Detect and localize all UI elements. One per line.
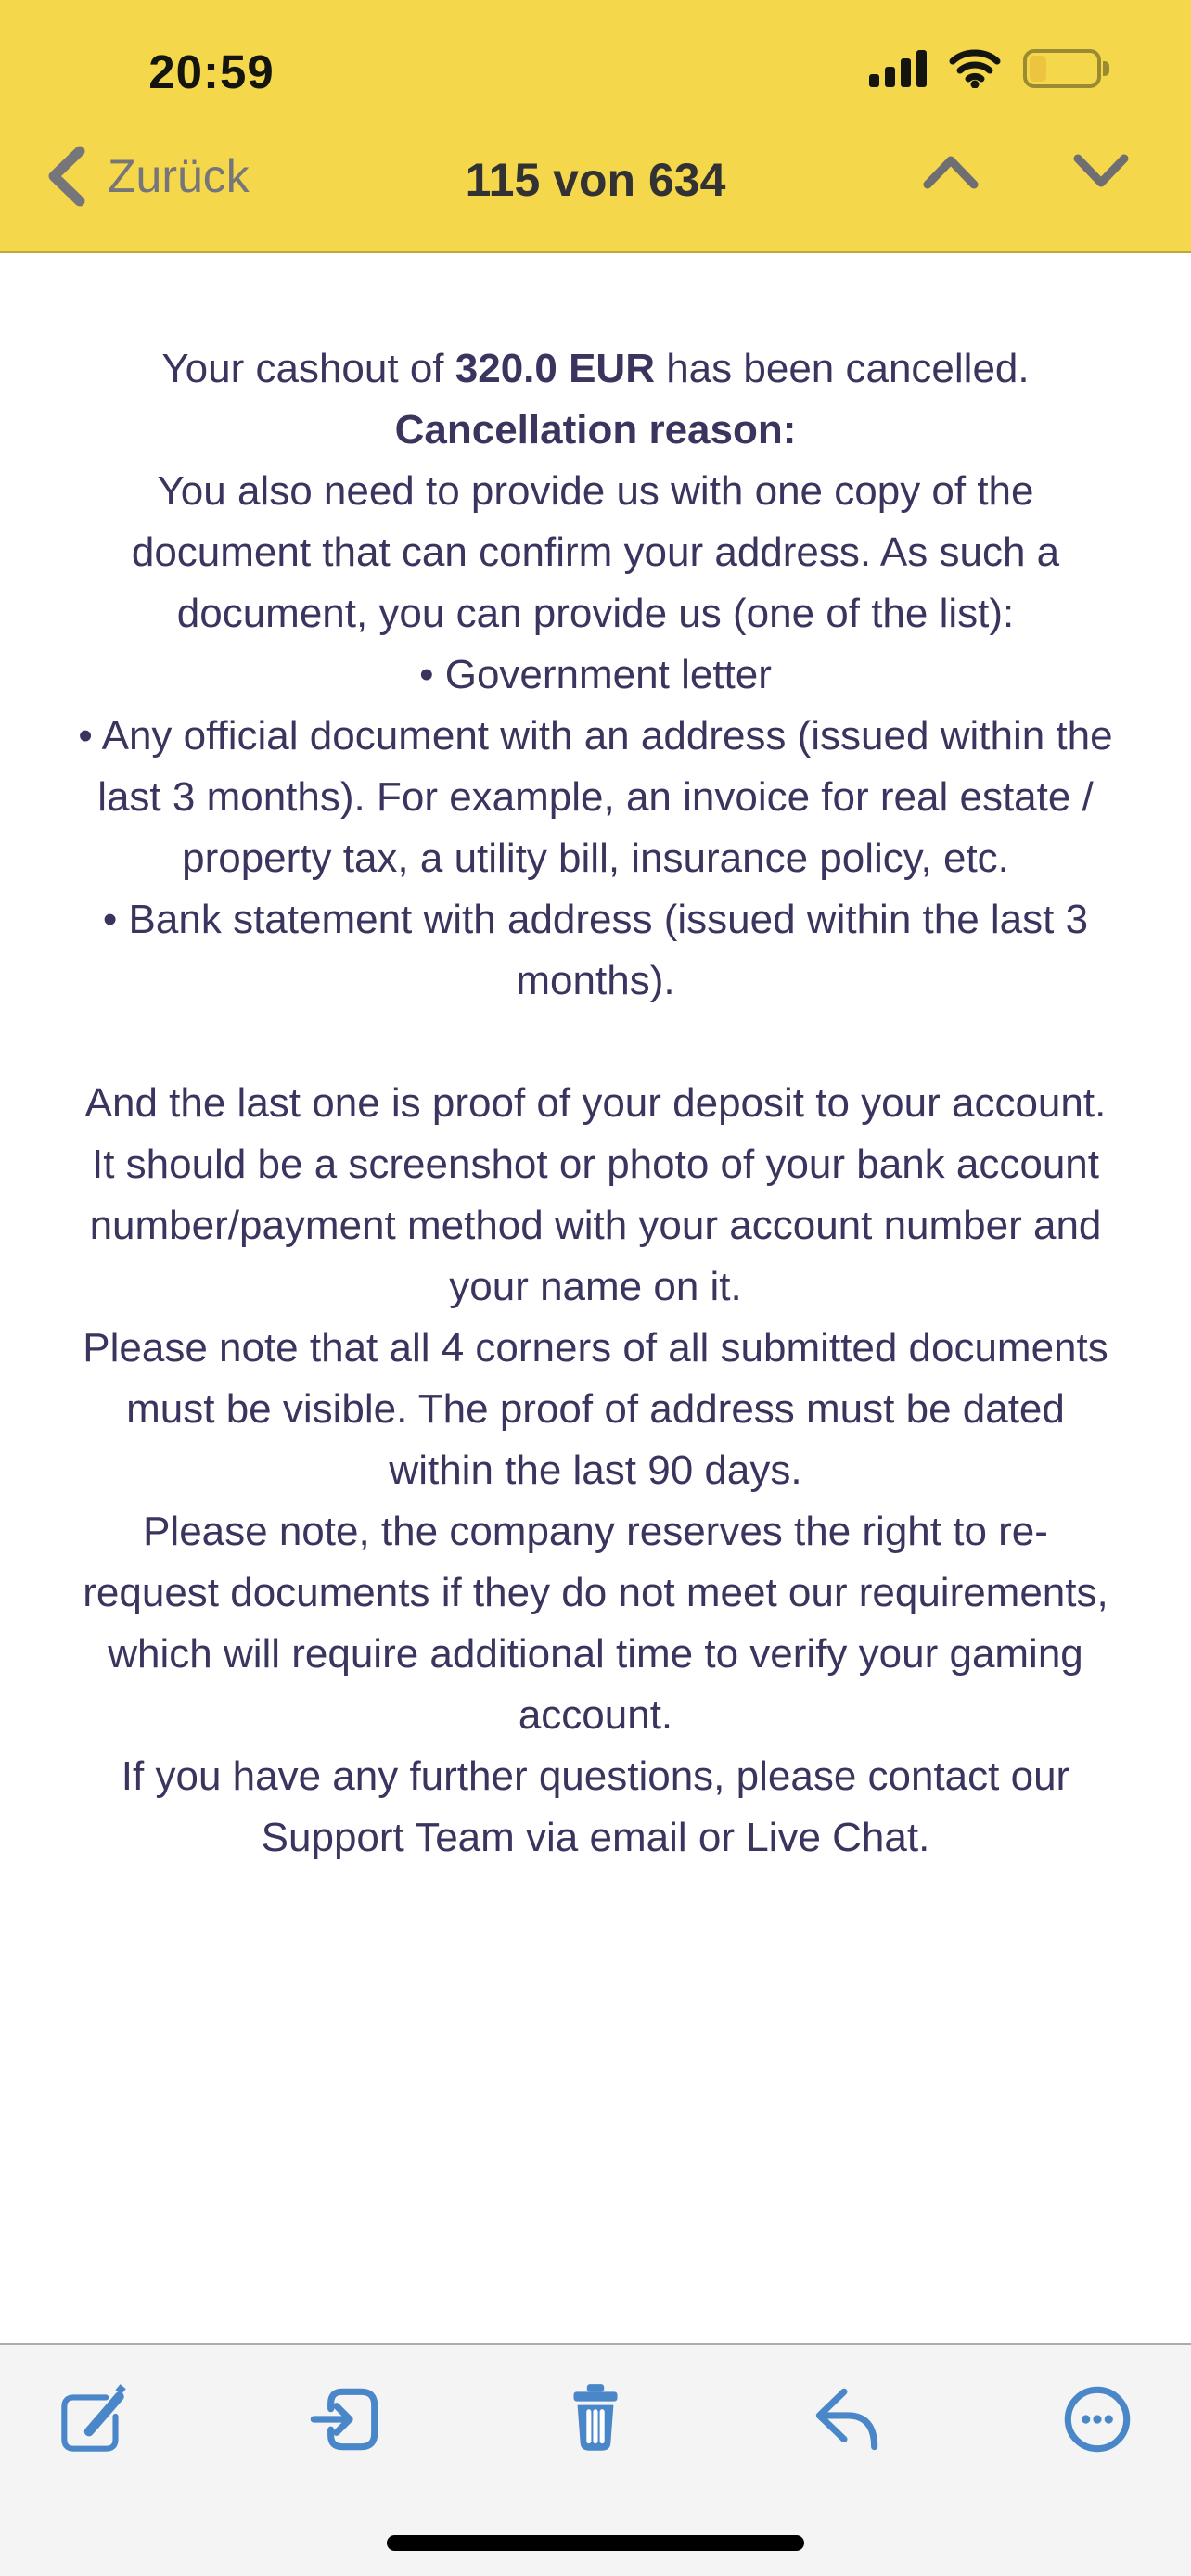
email-body [0, 253, 1191, 2576]
reply-icon [804, 2377, 890, 2462]
back-button[interactable] [46, 146, 250, 207]
deposit-proof-paragraph: And the last one is proof of your deposit to your account. It should be a screenshot or photo of your bank account number/payment method with your account number and your name on it. [84, 1080, 1107, 1309]
list-item: • Bank statement with address (issued within the last 3 months). [102, 897, 1089, 1003]
status-bar [0, 0, 1191, 125]
compose-icon [51, 2377, 136, 2462]
home-indicator[interactable] [387, 2535, 804, 2551]
more-button[interactable] [1055, 2375, 1140, 2464]
battery-icon [1023, 49, 1101, 88]
back-button-label: Zurück [108, 150, 250, 202]
nav-bar [0, 125, 1191, 251]
next-message-button[interactable] [1072, 153, 1130, 195]
trash-icon [553, 2377, 638, 2462]
status-time: 20:59 [148, 45, 275, 98]
move-to-folder-button[interactable] [302, 2375, 388, 2464]
trash-button[interactable] [553, 2375, 638, 2464]
move-to-folder-icon [302, 2377, 388, 2462]
rerequest-note-paragraph: Please note, the company reserves the right to re-request documents if they do not meet our requirements, which will require additional time to verify your gaming account. [83, 1509, 1108, 1738]
previous-message-button[interactable] [922, 153, 980, 195]
address-proof-intro-paragraph: You also need to provide us with one copy of the document that can confirm your address. As such a document, you can provide us (one of the list): [131, 468, 1060, 636]
reply-button[interactable] [804, 2375, 890, 2464]
cashout-cancelled-line: Your cashout of 320.0 EUR has been cancelled. [161, 346, 1030, 391]
page-title: 115 von 634 [465, 154, 726, 206]
back-chevron-icon [46, 146, 85, 207]
contact-support-paragraph: If you have any further questions, please contact our Support Team via email or Live Chat. [121, 1753, 1070, 1860]
more-icon [1055, 2377, 1140, 2462]
list-item: • Government letter [419, 652, 772, 697]
document-list [78, 644, 1113, 1012]
compose-button[interactable] [51, 2375, 136, 2464]
corners-note-paragraph: Please note that all 4 corners of all submitted documents must be visible. The proof of address must be dated within the last 90 days. [83, 1325, 1108, 1493]
cancellation-reason-heading: Cancellation reason: [394, 407, 797, 453]
cellular-signal-icon [869, 50, 927, 87]
header [0, 0, 1191, 253]
wifi-icon [949, 49, 1001, 88]
cashout-amount: 320.0 EUR [455, 346, 655, 391]
list-item: • Any official document with an address (issued within the last 3 months). For example, an invoice for real estate / property tax, a utility bill, insurance policy, etc. [78, 713, 1113, 881]
